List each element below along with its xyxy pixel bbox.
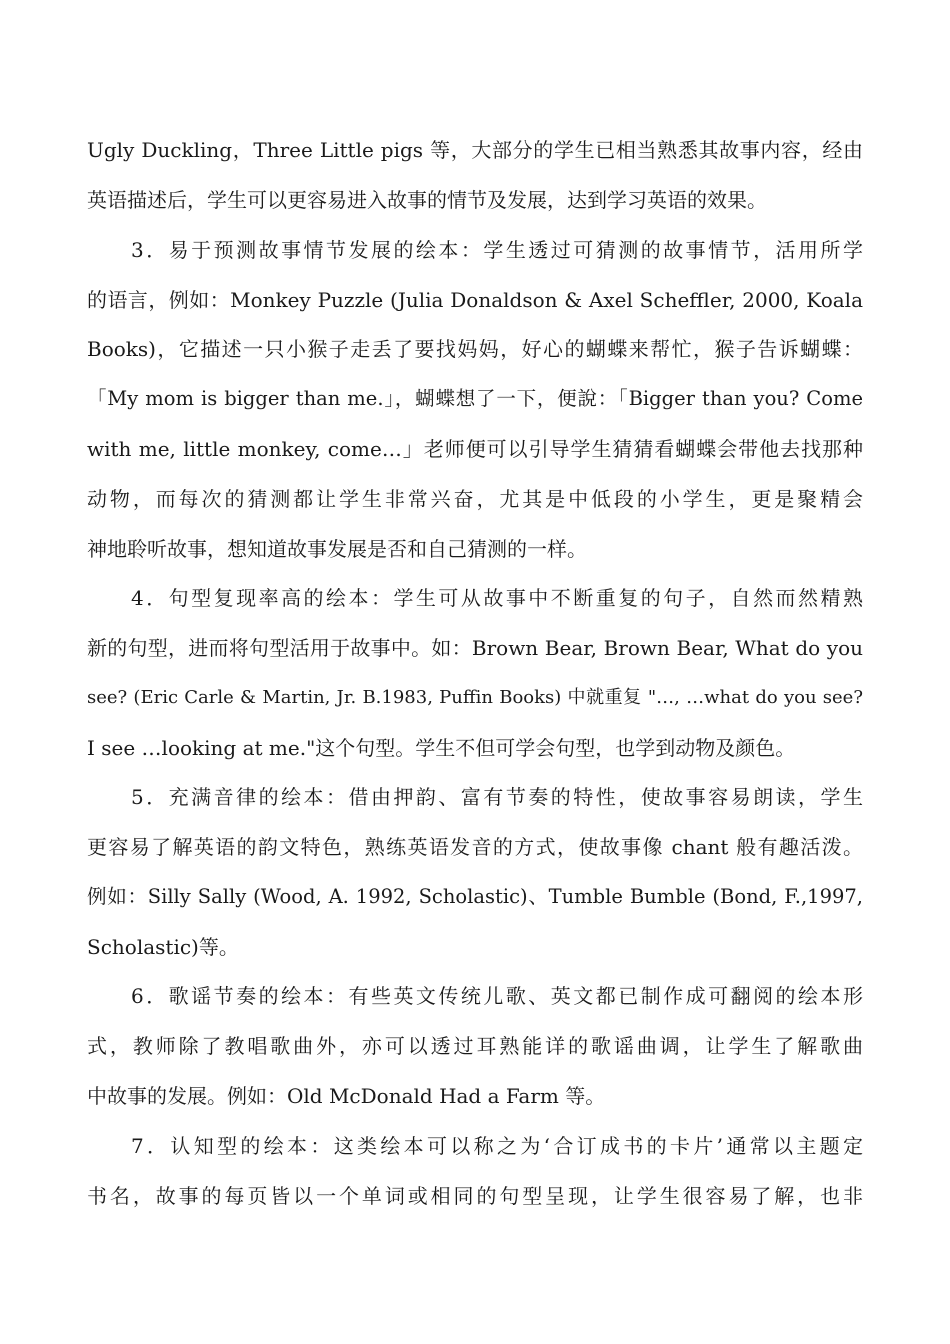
text-line: Scholastic)等。 (87, 935, 239, 959)
text-line: Ugly Duckling，Three Little pigs 等，大部分的学生已相当熟悉其故事内容，经由 (87, 138, 863, 162)
text-line: 神地聆听故事，想知道故事发展是否和自己猜测的一样。 (87, 537, 587, 561)
text-line: 5．充满音律的绘本：借由押韵、富有节奏的特性，使故事容易朗读，学生 (131, 785, 863, 809)
text-line: 3．易于预测故事情节发展的绘本：学生透过可猜测的故事情节，活用所学 (131, 238, 863, 262)
text-line: 6．歌谣节奏的绘本：有些英文传统儿歌、英文都已制作成可翻阅的绘本形 (131, 984, 863, 1008)
text-line: I see …looking at me."这个句型。学生不但可学会句型，也学到动物及颜色。 (87, 736, 796, 760)
text-line: 动物，而每次的猜测都让学生非常兴奋，尤其是中低段的小学生，更是聚精会 (87, 487, 863, 511)
text-line: see? (Eric Carle & Martin, Jr. B.1983, Puffin Books) 中就重复 "…, …what do you see? (87, 687, 863, 708)
text-line: with me, little monkey, come…」老师便可以引导学生猜猜看蝴蝶会带他去找那种 (87, 437, 863, 461)
text-line: 4．句型复现率高的绘本：学生可从故事中不断重复的句子，自然而然精熟 (131, 586, 863, 610)
text-line: 式，教师除了教唱歌曲外，亦可以透过耳熟能详的歌谣曲调，让学生了解歌曲 (87, 1034, 863, 1058)
text-line: Books)，它描述一只小猴子走丢了要找妈妈，好心的蝴蝶来帮忙，猴子告诉蝴蝶： (87, 337, 863, 361)
text-line: 7．认知型的绘本：这类绘本可以称之为‘合订成书的卡片’通常以主题定 (131, 1134, 863, 1158)
text-line: 的语言，例如：Monkey Puzzle (Julia Donaldson & Axel Scheffler, 2000, Koala (87, 288, 863, 312)
text-line: 「My mom is bigger than me.」，蝴蝶想了一下，便說：「Bigger than you? Come (87, 387, 863, 410)
text-line: 中故事的发展。例如：Old McDonald Had a Farm 等。 (87, 1084, 606, 1108)
text-line: 更容易了解英语的韵文特色，熟练英语发音的方式，使故事像 chant 般有趣活泼。 (87, 835, 863, 859)
text-line: 书名，故事的每页皆以一个单词或相同的句型呈现，让学生很容易了解，也非 (87, 1184, 863, 1208)
text-line: 新的句型，进而将句型活用于故事中。如：Brown Bear, Brown Bear, What do you (87, 636, 863, 660)
text-line: 例如：Silly Sally (Wood, A. 1992, Scholastic)、Tumble Bumble (Bond, F.,1997, (87, 885, 863, 908)
text-line: 英语描述后，学生可以更容易进入故事的情节及发展，达到学习英语的效果。 (87, 188, 767, 212)
